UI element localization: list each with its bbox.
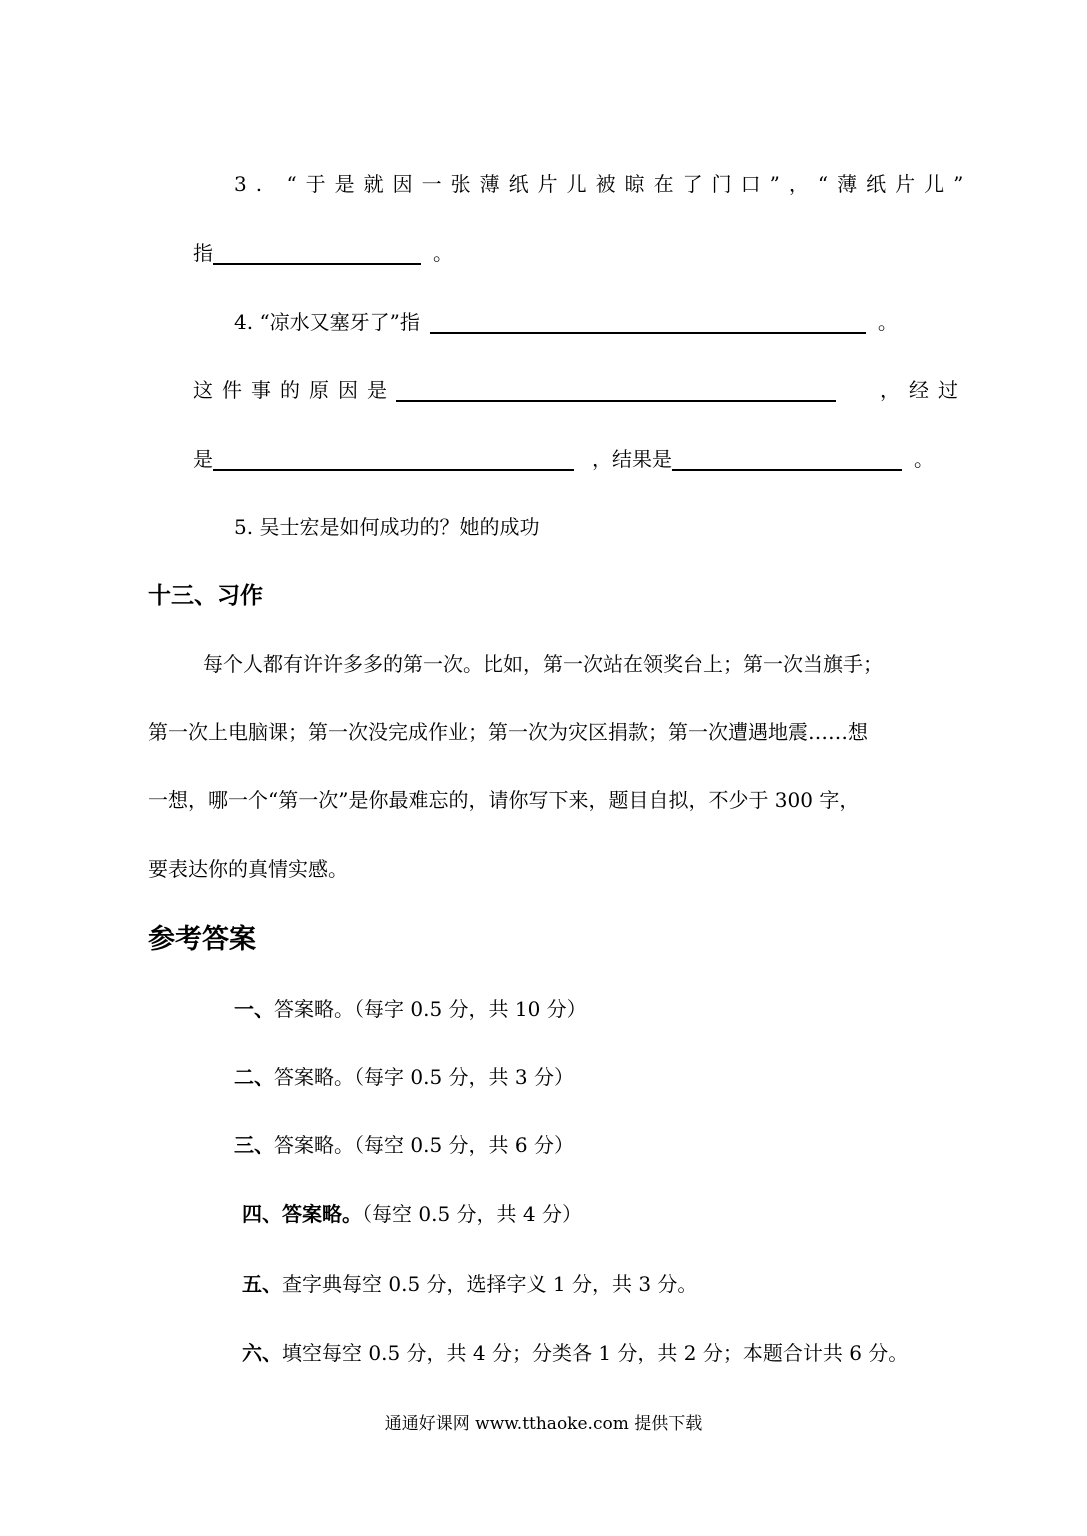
q5-text: 5. 吴士宏是如何成功的？她的成功: [234, 515, 540, 539]
q4-suffix: 。: [877, 310, 898, 334]
q3-answer-blank[interactable]: [213, 243, 421, 265]
q4-line2: [193, 378, 967, 402]
q4-cause-label: 这件事的原因是: [193, 378, 396, 402]
answer-label-5: 五、: [242, 1272, 282, 1296]
answer-label-6: 六、: [242, 1341, 282, 1365]
q4-result-blank[interactable]: [672, 449, 902, 471]
q3-line1: 3. “于是就因一张薄纸片儿被晾在了门口”，“薄纸片儿”: [234, 172, 973, 196]
answer-text-1: 答案略。（每字 0.5 分，共 10 分）: [274, 997, 587, 1021]
q3-line2: [193, 241, 453, 265]
answer-text-4: （每空 0.5 分，共 4 分）: [362, 1202, 582, 1226]
section13-line-3: 一想，哪一个“第一次”是你最难忘的，请你写下来，题目自拟，不少于 300 字，: [148, 788, 860, 812]
q4-process-label: ，经过: [880, 378, 967, 402]
section13-line-2: 第一次上电脑课；第一次没完成作业；第一次为灾区捐款；第一次遭遇地震……想: [148, 720, 868, 744]
answer-item-3: [234, 1133, 574, 1157]
answer-item-4: [242, 1202, 582, 1226]
q4-prefix: 4. “凉水又塞牙了”指: [234, 310, 420, 334]
section13-line-4: 要表达你的真情实感。: [148, 857, 348, 881]
answer-item-1: [234, 997, 587, 1021]
answer-text-5: 查字典每空 0.5 分，选择字义 1 分，共 3 分。: [282, 1272, 698, 1296]
answer-label-3: 三、: [234, 1133, 274, 1157]
answer-text-6: 填空每空 0.5 分，共 4 分；分类各 1 分，共 2 分；本题合计共 6 分。: [282, 1341, 909, 1365]
answer-text-2: 答案略。（每字 0.5 分，共 3 分）: [274, 1065, 574, 1089]
page-footer: 通通好课网 www.tthaoke.com 提供下载: [384, 1414, 703, 1434]
answer-label-1: 一、: [234, 997, 274, 1021]
q3-suffix: 。: [433, 241, 453, 265]
answer-label-2: 二、: [234, 1065, 274, 1089]
q4-result-label: ，结果是: [592, 447, 672, 471]
q4-line1: [234, 310, 898, 334]
answer-text-3: 答案略。（每空 0.5 分，共 6 分）: [274, 1133, 574, 1157]
answer-item-5: [242, 1272, 697, 1296]
answers-title: 参考答案: [148, 924, 256, 955]
q4-cause-blank[interactable]: [396, 380, 836, 402]
answer-item-6: [242, 1341, 908, 1365]
section13-title: 十三、习作: [148, 583, 263, 609]
q3-prefix: 指: [193, 241, 213, 265]
q4-line3: [193, 447, 934, 471]
q4-process-blank[interactable]: [213, 449, 574, 471]
answer-item-2: [234, 1065, 574, 1089]
q4-line3-suffix: 。: [914, 447, 934, 471]
section13-line-1: 每个人都有许许多多的第一次。比如，第一次站在领奖台上；第一次当旗手；: [203, 652, 883, 676]
q4-process-prefix: 是: [193, 447, 213, 471]
q4-meaning-blank[interactable]: [430, 312, 866, 334]
answer-label-4: 四、答案略。: [242, 1202, 362, 1226]
